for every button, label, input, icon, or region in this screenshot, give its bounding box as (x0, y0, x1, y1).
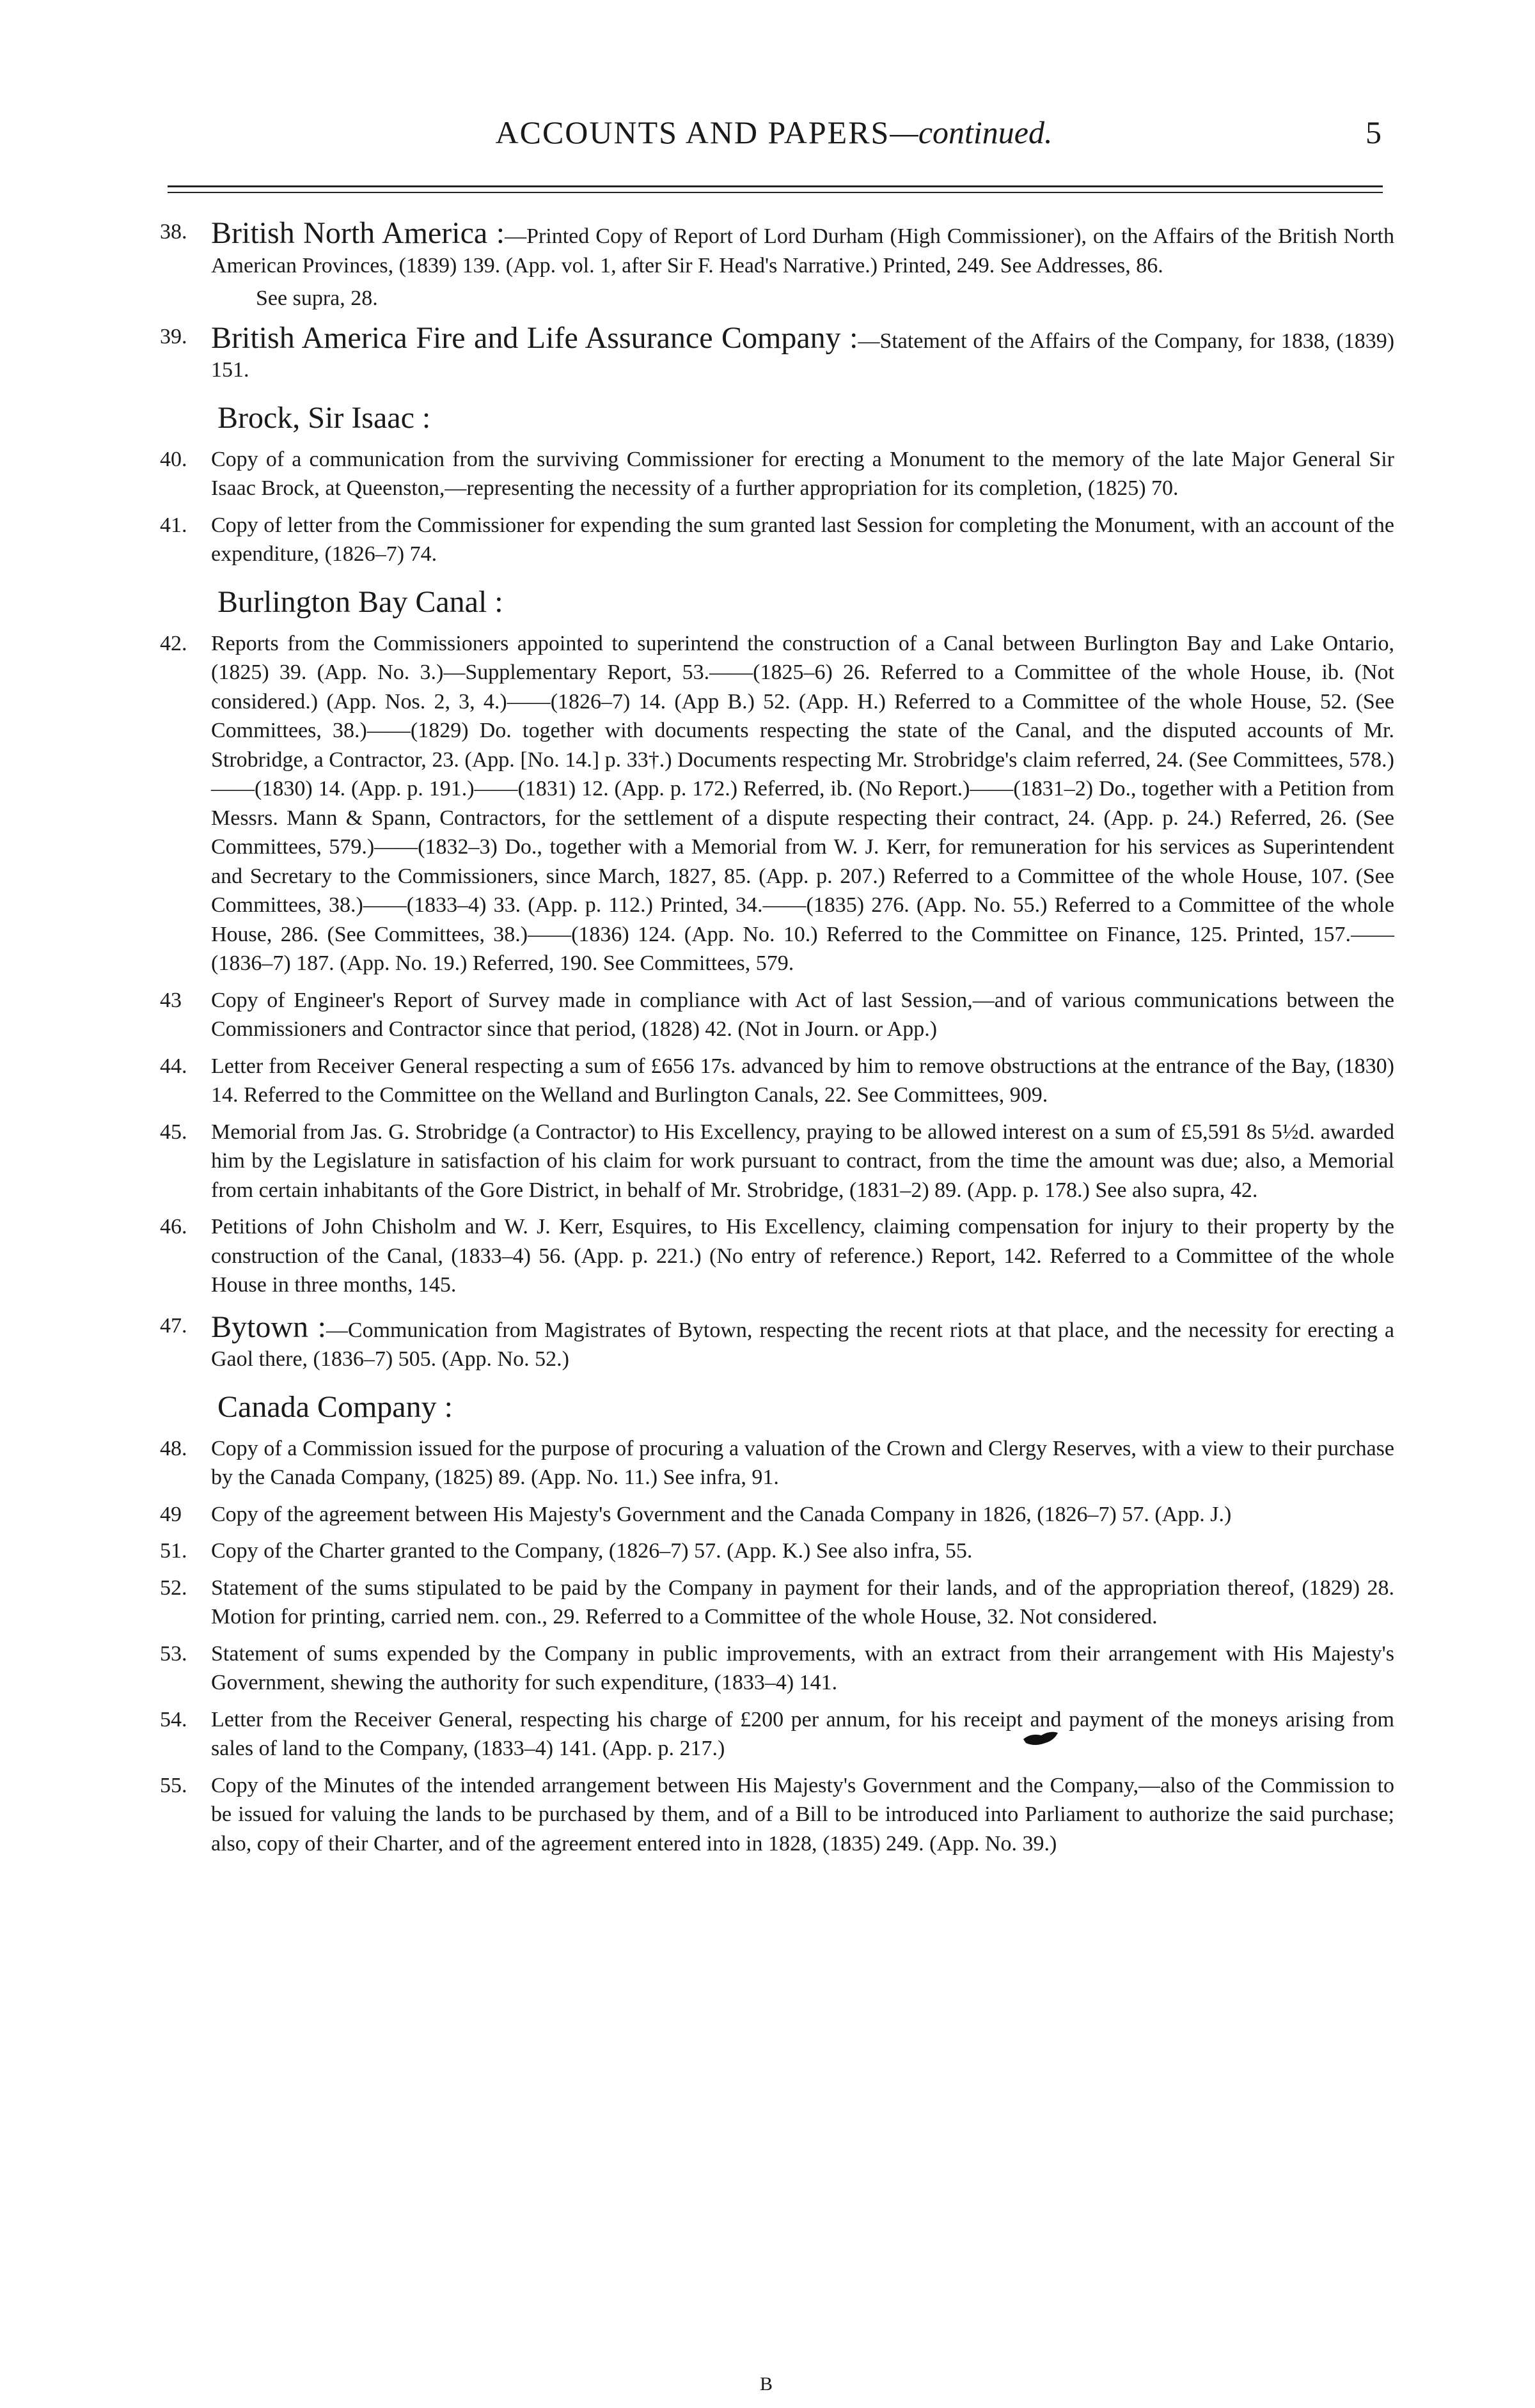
entry-text: Copy of letter from the Commissioner for expending the sum granted last Session for completing the Monument, with an account of the expenditure, (1826–7) 74. (211, 513, 1394, 566)
entry-42 (160, 629, 1394, 978)
entry-number: 46. (160, 1215, 187, 1239)
entry-text: —Statement of the Affairs of the Company, for 1838, (1839) 151. (211, 329, 1395, 382)
entry-text: Copy of the Charter granted to the Company, (1826–7) 57. (App. K.) See also infra, 55. (211, 1539, 973, 1563)
entry-text: Statement of the sums stipulated to be paid by the Company in payment for their lands, and of the appropriation thereof, (1829) 28. Motion for printing, carried nem. con., 29. Referred to a Committee of the whole House, 32. Not considered. (211, 1575, 1394, 1629)
section-heading-burlington: Burlington Bay Canal : (217, 584, 503, 619)
entry-number: 42. (160, 631, 187, 655)
entry-51 (160, 1536, 1394, 1566)
header-rule-thin (168, 192, 1383, 193)
entry-number: 44. (160, 1054, 187, 1078)
entry-53 (160, 1639, 1394, 1698)
entry-43 (160, 986, 1394, 1044)
entry-text: Copy of the Minutes of the intended arrangement between His Majesty's Government and the Company,—also of the Commission to be issued for valuing the lands to be purchased by them, and of a Bill to be introduced into Parliament to authorize the said purchase; also, copy of their Charter, and of the agreement entered into in 1828, (1835) 249. (App. No. 39.) (211, 1773, 1394, 1856)
entry-52 (160, 1574, 1394, 1632)
see-reference: See supra, 28. (256, 286, 378, 310)
entry-text: Reports from the Commissioners appointed to superintend the construction of a Canal between Burlington Bay and Lake Ontario, (1825) 39. (App. No. 3.)—Supplementary Report, 53.——(1825–6) 26. Referred to a Committee of the whole House, ib. (Not considered.) (App. Nos. 2, 3, 4.)——(1826–7) 14. (App B.) 52. (App. H.) Referred to a Committee of the whole House, 52. (See Committees, 38.)——(1829) Do. together with documents respecting the state of the Canal, and the disputed accounts of Mr. Strobridge, a Contractor, 23. (App. [No. 14.] p. 33†.) Documents respecting Mr. Strobridge's claim referred, 24. (See Committees, 578.)——(1830) 14. (App. p. 191.)——(1831) 12. (App. p. 172.) Referred, ib. (No Report.)——(1831–2) Do., together with a Petition from Messrs. Mann & Spann, Contractors, for the settlement of a dispute respecting their contract, 24. (App. p. 24.) Referred, 26. (See Committees, 579.)——(1832–3) Do., together with a Memorial from W. J. Kerr, for remuneration for his services as Superintendent and Secretary to the Commissioners, since March, 1827, 85. (App. p. 207.) Referred to a Committee of the whole House, 107. (See Committees, 38.)——(1833–4) 33. (App. p. 112.) Printed, 34.——(1835) 276. (App. No. 55.) Referred to a Committee of the whole House, 286. (See Committees, 38.)——(1836) 124. (App. No. 10.) Referred to the Committee on Finance, 125. Printed, 157.——(1836–7) 187. (App. No. 19.) Referred, 190. See Committees, 579. (211, 631, 1394, 975)
entry-number: 55. (160, 1773, 187, 1797)
entry-48 (160, 1434, 1394, 1492)
entry-text: Copy of the agreement between His Majesty's Government and the Canada Company in 1826, (1826–7) 57. (App. J.) (211, 1502, 1232, 1526)
entry-heading: British North America : (211, 216, 505, 250)
entry-text: Copy of a communication from the surviving Commissioner for erecting a Monument to the memory of the late Major General Sir Isaac Brock, at Queenston,—representing the necessity of a further appropriation for its completion, (1825) 70. (211, 447, 1394, 500)
entry-number: 48. (160, 1436, 187, 1460)
signature-mark: B (760, 2373, 773, 2395)
entry-text: Petitions of John Chisholm and W. J. Kerr, Esquires, to His Excellency, claiming compensation for injury to their property by the construction of the Canal, (1833–4) 56. (App. p. 221.) (No entry of reference.) Report, 142. Referred to a Committee of the whole House in three months, 145. (211, 1215, 1394, 1297)
entry-text: Statement of sums expended by the Company in public improvements, with an extract from their arrangement with His Majesty's Government, shewing the authority for such expenditure, (1833–4) 141. (211, 1641, 1394, 1694)
entry-number: 38. (160, 220, 187, 244)
entry-number: 52. (160, 1575, 187, 1600)
entry-number: 40. (160, 447, 187, 471)
entry-heading: Bytown : (211, 1310, 326, 1344)
page-header (166, 114, 1382, 165)
entry-39 (160, 322, 1394, 385)
entry-number: 43 (160, 988, 182, 1012)
entry-text: Copy of a Commission issued for the purpose of procuring a valuation of the Crown and Clergy Reserves, with a view to their purchase by the Canada Company, (1825) 89. (App. No. 11.) See infra, 91. (211, 1436, 1394, 1489)
entry-number: 39. (160, 324, 187, 348)
entry-heading: British America Fire and Life Assurance Company : (211, 320, 858, 355)
entry-number: 53. (160, 1641, 187, 1666)
entry-40 (160, 445, 1394, 503)
entry-text: —Communication from Magistrates of Bytown, respecting the recent riots at that place, and the necessity for erecting a Gaol there, (1836–7) 505. (App. No. 52.) (211, 1318, 1394, 1371)
entry-text: Letter from Receiver General respecting a sum of £656 17s. advanced by him to remove obstructions at the entrance of the Bay, (1830) 14. Referred to the Committee on the Welland and Burlington Canals, 22. See Committees, 909. (211, 1054, 1394, 1107)
header-rule-thick (168, 185, 1383, 187)
entry-45 (160, 1118, 1394, 1205)
entry-text: Letter from the Receiver General, respecting his charge of £200 per annum, for his receipt and payment of the moneys arising from sales of land to the Company, (1833–4) 141. (App. p. 217.) (211, 1707, 1394, 1760)
entry-38 (160, 217, 1394, 280)
entry-54 (160, 1705, 1394, 1763)
entry-number: 54. (160, 1707, 187, 1732)
running-title-suffix: —continued. (890, 114, 1053, 150)
page-number: 5 (1366, 114, 1382, 150)
entry-number: 51. (160, 1539, 187, 1563)
page-content (160, 217, 1394, 1866)
entry-41 (160, 511, 1394, 569)
entry-text: Memorial from Jas. G. Strobridge (a Contractor) to His Excellency, praying to be allowed interest on a sum of £5,591 8s 5½d. awarded him by the Legislature in satisfaction of his claim for work pursuant to contract, from the time the amount was due; also, a Memorial from certain inhabitants of the Gore District, in behalf of Mr. Strobridge, (1831–2) 89. (App. p. 178.) See also supra, 42. (211, 1120, 1394, 1202)
running-title-main: ACCOUNTS AND PAPERS (495, 114, 890, 150)
ink-blot-mark (1022, 1728, 1059, 1747)
entry-55 (160, 1771, 1394, 1859)
section-heading-brock: Brock, Sir Isaac : (217, 400, 431, 435)
entry-number: 41. (160, 513, 187, 537)
entry-number: 49 (160, 1502, 182, 1526)
entry-49 (160, 1500, 1394, 1529)
entry-text: Copy of Engineer's Report of Survey made in compliance with Act of last Session,—and of various communications between the Commissioners and Contractor since that period, (1828) 42. (Not in Journ. or App.) (211, 988, 1394, 1041)
running-title (166, 114, 1382, 151)
entry-number: 45. (160, 1120, 187, 1144)
entry-text: —Printed Copy of Report of Lord Durham (High Commissioner), on the Affairs of the British North American Provinces, (1839) 139. (App. vol. 1, after Sir F. Head's Narrative.) Printed, 249. See Addresses, 86. (211, 224, 1395, 278)
entry-number: 47. (160, 1313, 187, 1338)
entry-47 (160, 1311, 1394, 1374)
entry-44 (160, 1052, 1394, 1110)
entry-46 (160, 1212, 1394, 1300)
section-heading-canada-company: Canada Company : (217, 1389, 453, 1424)
